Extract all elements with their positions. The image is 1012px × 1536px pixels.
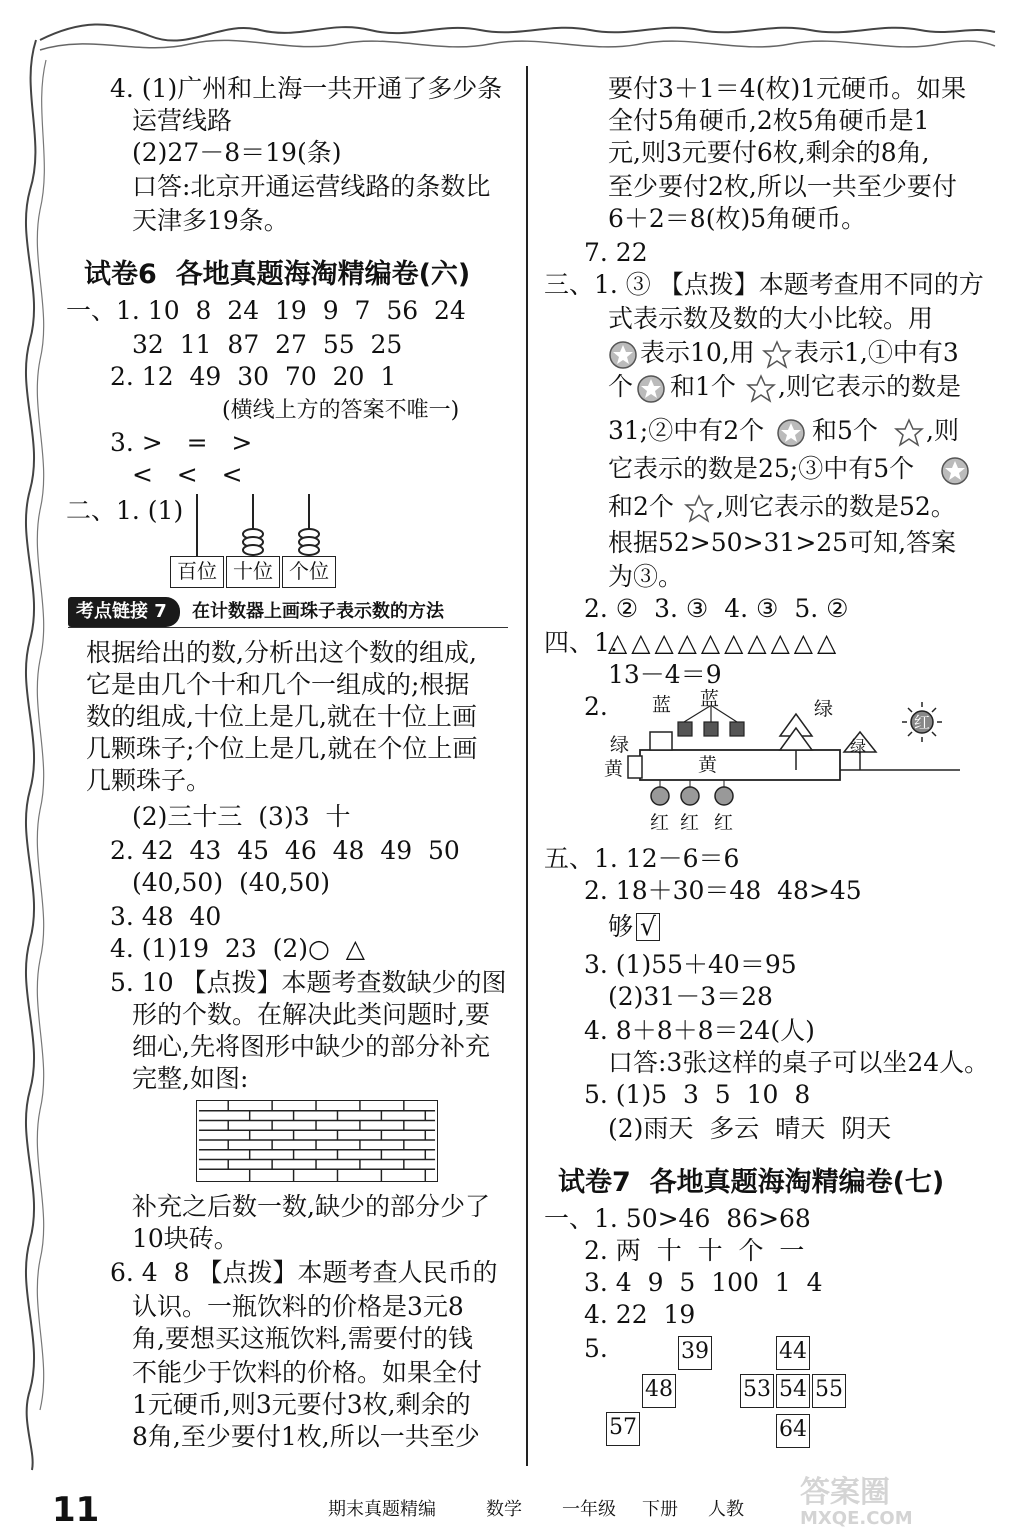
s2-5-after: 补充之后数一数,缺少的部分少了 [132, 1192, 490, 1221]
knowledge-link-title: 在计数器上画珠子表示数的方法 [192, 601, 444, 622]
s1-2-note: (横线上方的答案不唯一) [222, 398, 460, 423]
watermark-url: MXQE.COM [800, 1508, 913, 1529]
cont-line: 至少要付2枚,所以一共至少要付 [608, 172, 957, 201]
s2-6-line: 角,要想买这瓶饮料,需要付的钱 [132, 1324, 473, 1353]
s5-2-eq: 2. 18＋30＝48 48>45 [584, 876, 862, 905]
label-red: 红 [680, 812, 700, 834]
p7-2: 2. 两 十 十 个 一 [584, 1236, 805, 1265]
s1-1-row1: 一、1. 10 8 24 19 9 7 56 24 [66, 296, 466, 325]
s2-2-row2: (40,50) (40,50) [132, 868, 331, 897]
s4-1-triangles: △△△△△△△△△△ [608, 628, 841, 657]
check-box: √ [636, 913, 660, 941]
s2-5-line: 形的个数。在解决此类问题时,要 [132, 1000, 490, 1029]
s3-1-text: 它表示的数是25;③中有5个 [608, 454, 915, 483]
coin-ten-icon [608, 340, 638, 370]
cont-line: 要付3＋1＝4(枚)1元硬币。如果 [608, 74, 967, 103]
s2-6-line: 不能少于饮料的价格。如果全付 [132, 1358, 483, 1387]
s3-1-text: 和1个 [670, 372, 736, 401]
cont-line: 6＋2＝8(枚)5角硬币。 [608, 204, 867, 233]
number-box: 39 [678, 1336, 712, 1370]
kd-body-line: 根据给出的数,分析出这个数的组成, [86, 638, 477, 667]
q4-answer-line1: 口答:北京开通运营线路的条数比 [132, 172, 491, 201]
number-box: 54 [776, 1374, 810, 1408]
kd-body-line: 几颗珠子。 [86, 766, 212, 795]
s2-6-line: 1元硬币,则3元要付3枚,剩余的 [132, 1390, 471, 1419]
q4-part2: (2)27－8＝19(条) [132, 138, 342, 167]
s2-5-line: 5. 10 【点拨】本题考查数缺少的图 [110, 968, 507, 997]
s4-1-eq: 13－4＝9 [608, 660, 722, 689]
s4-2-label: 2. [584, 692, 608, 721]
s5-5-a: 5. (1)5 3 5 10 8 [584, 1080, 811, 1109]
footer-edition: 人教 [708, 1499, 744, 1520]
s2-2-row1: 2. 42 43 45 46 48 49 50 [110, 836, 460, 865]
s3-1-text: ,则它表示的数是 [778, 372, 961, 401]
label-green: 绿 [610, 734, 630, 756]
page-number: 11 [52, 1490, 100, 1530]
p7-5-label: 5. [584, 1334, 608, 1363]
s5-4-eq: 4. 8＋8＋8＝24(人) [584, 1016, 815, 1045]
paper7-title: 试卷7 各地真题海淘精编卷(七) [558, 1167, 945, 1198]
s2-6-line: 8角,至少要付1枚,所以一共至少 [132, 1422, 480, 1451]
number-box: 55 [812, 1374, 846, 1408]
label-red: 红 [650, 812, 670, 834]
label-green: 绿 [850, 737, 867, 756]
label-blue: 蓝 [652, 694, 672, 716]
s2-1-rest: (2)三十三 (3)3 十 [132, 802, 351, 831]
s3-1-text: 个 [608, 372, 634, 401]
footer-grade: 一年级 [562, 1499, 616, 1520]
s3-rest: 2. ② 3. ③ 4. ③ 5. ② [584, 594, 849, 623]
s2-1-label: 二、1. (1) [66, 496, 184, 525]
star-one-icon [684, 494, 714, 524]
s2-6-line: 认识。一瓶饮料的价格是3元8 [132, 1292, 464, 1321]
s2-5-after: 10块砖。 [132, 1224, 239, 1253]
q4-part1-line1: 4. (1)广州和上海一共开通了多少条 [110, 74, 503, 103]
knowledge-link-tag: 考点链接 7 [68, 597, 180, 627]
brick-wall-figure [196, 1100, 438, 1182]
number-box: 64 [776, 1414, 810, 1448]
s3-1-text: ,则 [926, 416, 959, 445]
s5-1: 五、1. 12－6＝6 [544, 844, 740, 873]
s2-5-line: 细心,先将图形中缺少的部分补充 [132, 1032, 490, 1061]
coin-ten-icon [776, 418, 806, 448]
s3-1-text: 表示1,①中有3 [794, 338, 959, 367]
label-blue: 蓝 [700, 688, 720, 710]
coloring-scene-figure [604, 688, 964, 838]
label-red: 红 [914, 713, 931, 732]
knowledge-link-bar [68, 597, 508, 627]
p7-3: 3. 4 9 5 100 1 4 [584, 1268, 823, 1297]
label-yellow: 黄 [698, 754, 718, 776]
coin-ten-icon [636, 374, 666, 404]
cont-line: 元,则3元要付6枚,剩余的8角, [608, 138, 930, 167]
s2-3: 3. 48 40 [110, 902, 222, 931]
paper6-title: 试卷6 各地真题海淘精编卷(六) [84, 259, 471, 290]
number-box: 44 [776, 1336, 810, 1370]
footer-subject: 数学 [486, 1499, 522, 1520]
s3-1-text: 31;②中有2个 [608, 416, 765, 445]
kd-body-line: 数的组成,十位上是几,就在十位上画 [86, 702, 477, 731]
s5-3-a: 3. (1)55＋40＝95 [584, 950, 797, 979]
s3-1-text: 和2个 [608, 492, 674, 521]
column-divider [526, 66, 528, 1466]
watermark-title: 答案圈 [800, 1475, 890, 1510]
abacus-diagram [170, 490, 336, 590]
footer-book: 期末真题精编 [328, 1499, 436, 1520]
number-box: 57 [606, 1412, 640, 1446]
s1-1-row2: 32 11 87 27 55 25 [132, 330, 403, 359]
s3-1-line: 三、1. ③ 【点拨】本题考查用不同的方 [544, 270, 984, 299]
s3-1-text: 为③。 [608, 562, 684, 591]
number-box: 48 [642, 1374, 676, 1408]
watermark-logo [800, 1475, 1000, 1532]
s3-1-text: ,则它表示的数是52。 [716, 492, 956, 521]
cont-line: 全付5角硬币,2枚5角硬币是1 [608, 106, 930, 135]
check-box-wrap [636, 910, 660, 944]
q4-part1-line2: 运营线路 [132, 106, 233, 135]
s3-1-text: 根据52>50>31>25可知,答案 [608, 528, 957, 557]
star-one-icon [762, 340, 792, 370]
label-red: 红 [714, 812, 734, 834]
s2-7: 7. 22 [584, 238, 648, 267]
s5-4-ans: 口答:3张这样的桌子可以坐24人。 [608, 1048, 990, 1077]
place-ones: 个位 [282, 556, 336, 588]
kd-body-line: 它是由几个十和几个一组成的;根据 [86, 670, 470, 699]
s5-5-b: (2)雨天 多云 晴天 阴天 [608, 1114, 892, 1143]
s4-1-label: 四、1. [544, 628, 618, 657]
label-yellow: 黄 [604, 758, 624, 780]
footer-volume: 下册 [642, 1499, 678, 1520]
s1-3-row1: 3. > = > [110, 428, 253, 457]
s3-1-text: 表示10,用 [640, 338, 755, 367]
s5-3-b: (2)31－3＝28 [608, 982, 773, 1011]
s2-5-line: 完整,如图: [132, 1064, 249, 1093]
left-wave-border [6, 0, 56, 1480]
top-wave-border [0, 0, 1012, 60]
s2-6-line: 6. 4 8 【点拨】本题考查人民币的 [110, 1258, 498, 1287]
star-one-icon [894, 418, 924, 448]
kd-body-line: 几颗珠子;个位上是几,就在个位上画 [86, 734, 478, 763]
p7-1: 一、1. 50>46 86>68 [544, 1204, 811, 1233]
label-green: 绿 [814, 698, 834, 720]
q4-answer-line2: 天津多19条。 [132, 206, 289, 235]
place-tens: 十位 [226, 556, 280, 588]
s3-1-line: 式表示数及数的大小比较。用 [608, 304, 934, 333]
s1-3-row2: < < < [132, 460, 243, 489]
star-one-icon [746, 374, 776, 404]
s3-1-text: 和5个 [812, 416, 878, 445]
number-box: 53 [740, 1374, 774, 1408]
s5-2-enough: 够 [608, 912, 634, 941]
knowledge-link-underline [68, 627, 508, 628]
s2-4: 4. (1)19 23 (2)○ △ [110, 934, 365, 963]
place-hundreds: 百位 [170, 556, 224, 588]
s1-2-row: 2. 12 49 30 70 20 1 [110, 362, 397, 391]
abacus-rods [170, 490, 336, 560]
coin-ten-icon [940, 456, 970, 486]
p7-4: 4. 22 19 [584, 1300, 696, 1329]
